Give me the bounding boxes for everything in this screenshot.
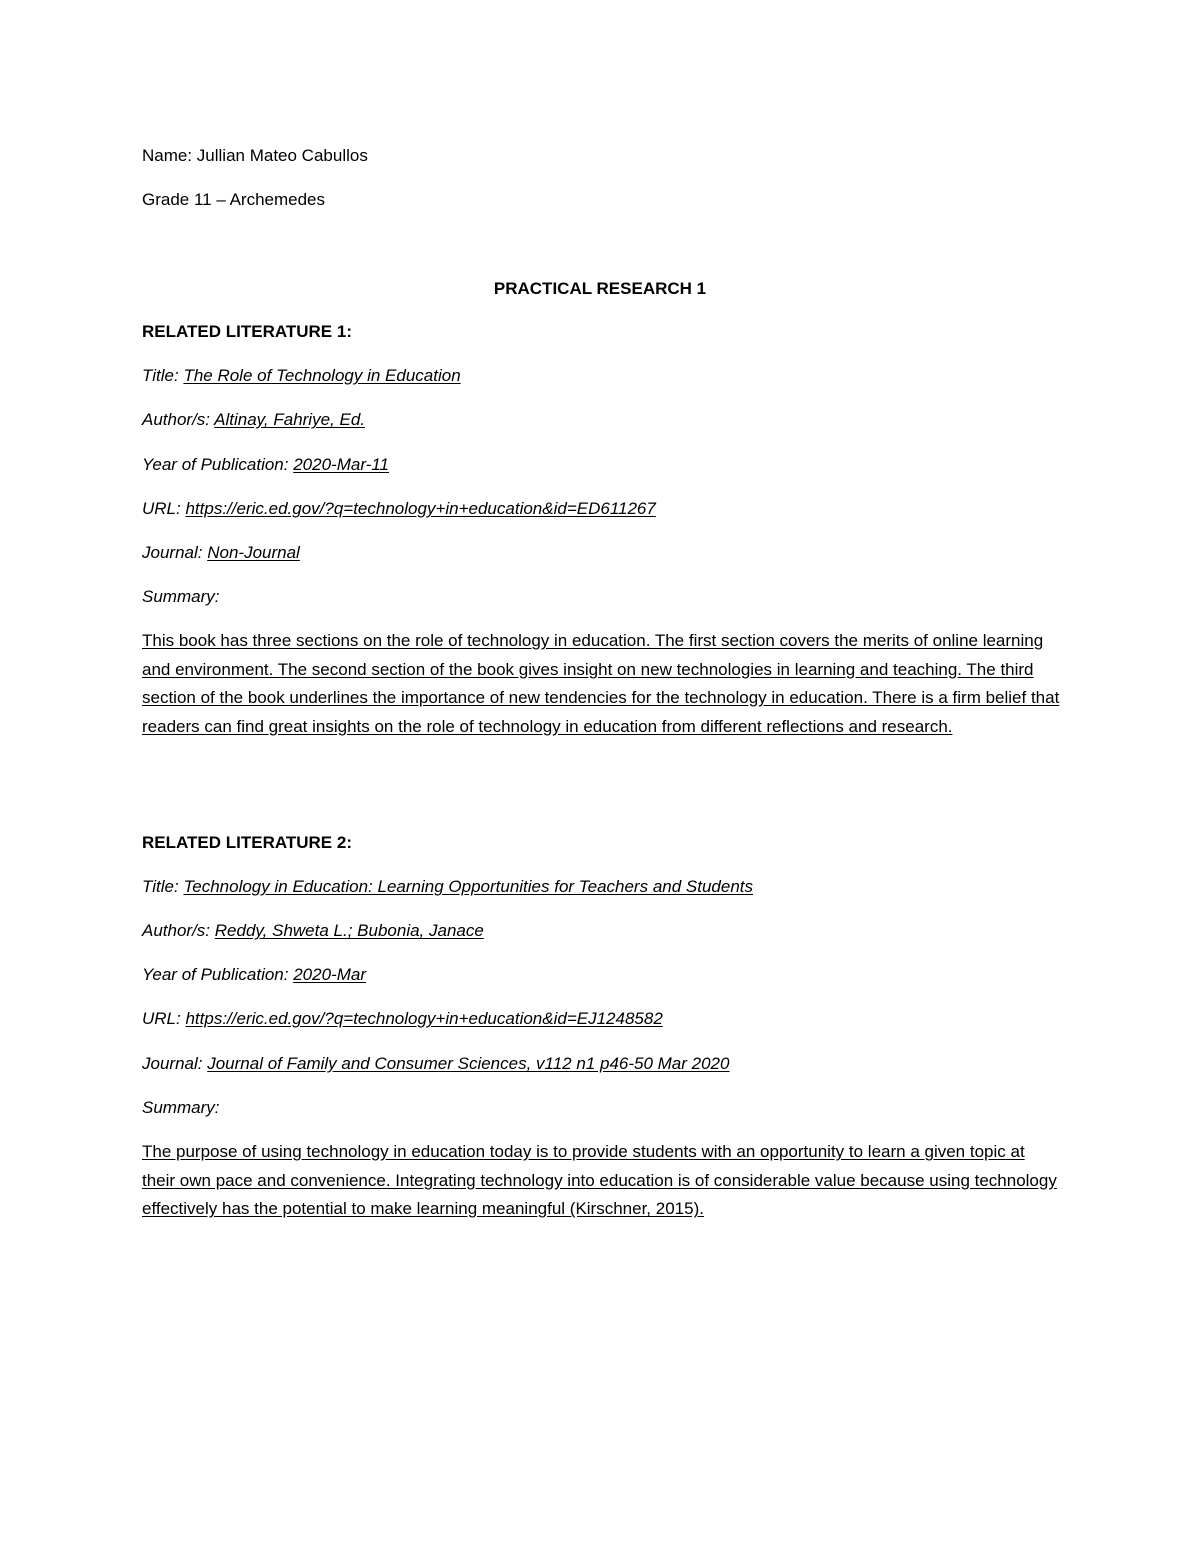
literature-2-title [142,876,753,898]
literature-1-heading: RELATED LITERATURE 1: [142,322,352,341]
literature-2-summary-label: Summary: [142,1098,220,1117]
year-label: Year of Publication: [142,455,289,474]
literature-1-author [142,409,365,431]
journal-value: Journal of Family and Consumer Sciences, v112 n1 p46-50 Mar 2020 [207,1054,730,1073]
journal-value: Non-Journal [207,543,300,562]
url-label: URL: [142,1009,181,1028]
journal-label: Journal: [142,1054,203,1073]
title-value: The Role of Technology in Education [183,366,461,385]
author-value: Reddy, Shweta L.; Bubonia, Janace [214,921,484,940]
literature-2-year [142,964,366,986]
student-name: Name: Jullian Mateo Cabullos [142,146,368,165]
document-title: PRACTICAL RESEARCH 1 [493,279,707,298]
url-label: URL: [142,499,181,518]
url-link[interactable]: https://eric.ed.gov/?q=technology+in+education&id=ED611267 [185,499,656,518]
year-value: 2020-Mar [293,965,366,984]
literature-1-summary-text: This book has three sections on the role of technology in education. The first section covers the merits of online learning and environment. The second section of the book gives insight on new technologies in learning and teaching. The third section of the book underlines the importance of new tendencies for the technology in education. There is a firm belief that readers can find great insights on the role of technology in education from different reflections and research. [142,631,1060,736]
literature-2-summary-text: The purpose of using technology in education today is to provide students with an opportunity to learn a given topic at their own pace and convenience. Integrating technology into education is of considerable value because using technology effectively has the potential to make learning meaningful (Kirschner, 2015). [142,1142,1057,1218]
literature-2-heading: RELATED LITERATURE 2: [142,833,352,852]
year-label: Year of Publication: [142,965,289,984]
literature-2-author [142,920,484,942]
year-value: 2020-Mar-11 [293,455,389,474]
author-label: Author/s: [142,921,211,940]
title-label: Title: [142,366,179,385]
literature-2-journal [142,1053,729,1075]
journal-label: Journal: [142,543,203,562]
literature-1-journal [142,542,300,564]
title-value: Technology in Education: Learning Opportunities for Teachers and Students [183,877,754,896]
literature-1-url [142,498,656,520]
author-label: Author/s: [142,410,211,429]
student-grade: Grade 11 – Archemedes [142,190,326,209]
literature-2-url [142,1008,663,1030]
literature-1-year [142,454,389,476]
author-value: Altinay, Fahriye, Ed. [214,410,365,429]
title-label: Title: [142,877,179,896]
literature-1-title [142,365,461,387]
url-link[interactable]: https://eric.ed.gov/?q=technology+in+education&id=EJ1248582 [185,1009,663,1028]
literature-1-summary-label: Summary: [142,587,220,606]
